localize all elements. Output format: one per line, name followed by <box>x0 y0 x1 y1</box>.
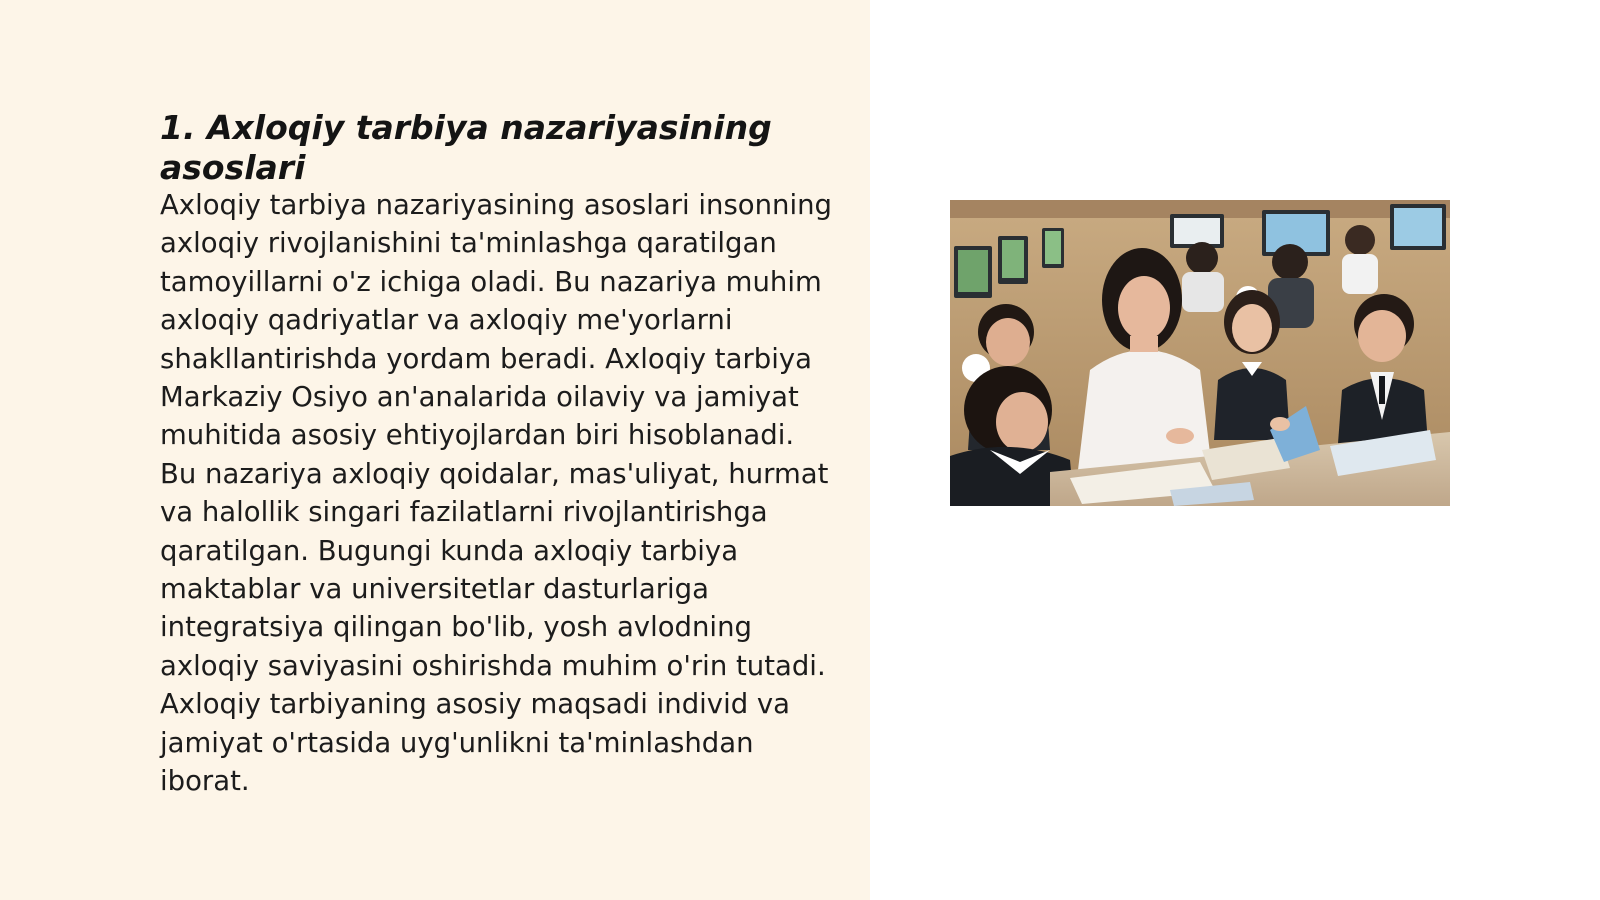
slide-title: 1. Axloqiy tarbiya nazariyasining asoslari <box>160 108 772 187</box>
classroom-photo <box>950 200 1450 506</box>
classroom-photo-illustration <box>950 200 1450 506</box>
slide-body-text: Axloqiy tarbiya nazariyasining asoslari insonning axloqiy rivojlanishini ta'minlashga qaratilgan tamoyillarni o'z ichiga oladi. Bu nazariya muhim axloqiy qadriyatlar va axloqiy me'yorlarni shakllantirishda yordam beradi. Axloqiy tarbiya Markaziy Osiyo an'analarida oilaviy va jamiyat muhitida asosiy ehtiyojlardan biri hisoblanadi. Bu nazariya axloqiy qoidalar, mas'uliyat, hurmat va halollik singari fazilatlarni rivojlantirishga qaratilgan. Bugungi kunda axloqiy tarbiya maktablar va universitetlar dasturlariga integratsiya qilingan bo'lib, yosh avlodning axloqiy saviyasini oshirishda muhim o'rin tutadi. Axloqiy tarbiyaning asosiy maqsadi individ va jamiyat o'rtasida uyg'unlikni ta'minlashdan iborat. <box>160 189 832 798</box>
